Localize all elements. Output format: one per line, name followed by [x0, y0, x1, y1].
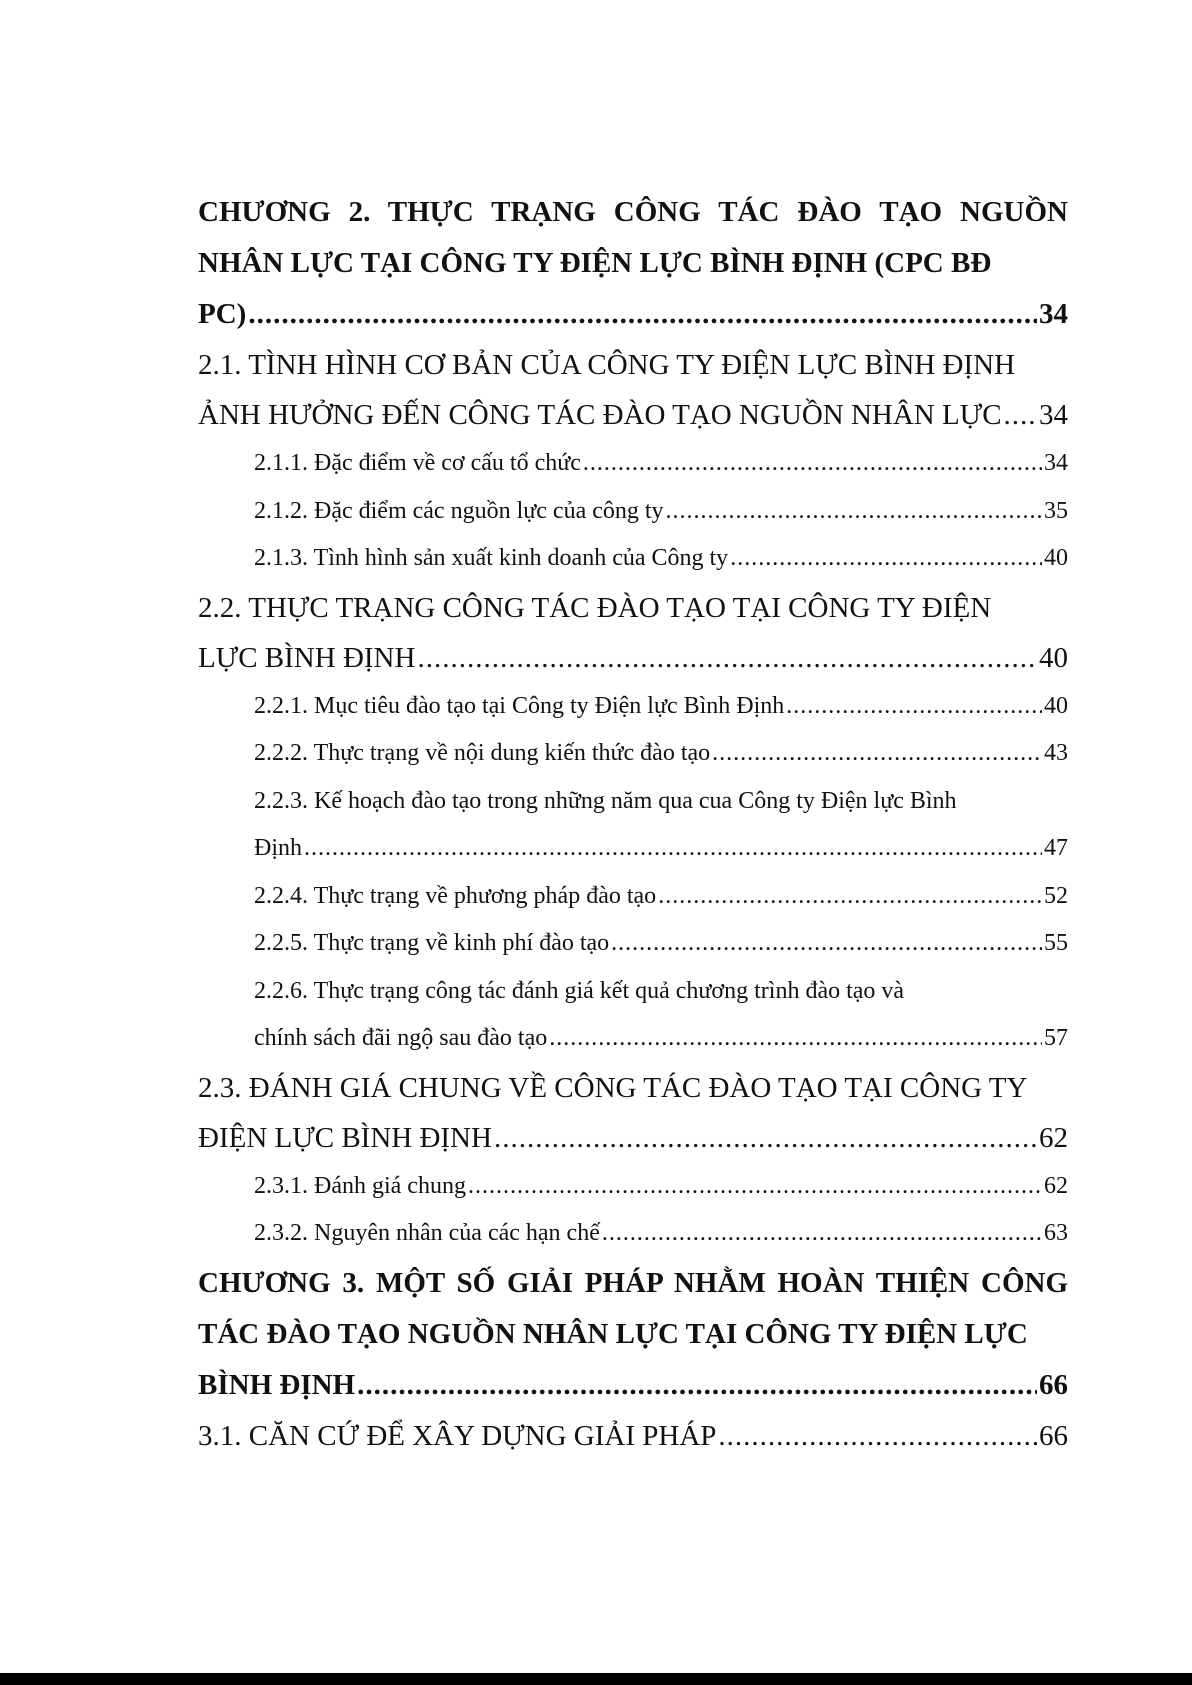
toc-entry-2-2-4[interactable] — [198, 873, 1068, 921]
dot-leader — [248, 289, 1037, 340]
dot-leader — [549, 1015, 1042, 1063]
dot-leader — [583, 440, 1042, 488]
toc-page-number: 34 — [1039, 298, 1068, 330]
toc-entry-tail: LỰC BÌNH ĐỊNH — [198, 641, 416, 674]
toc-entry-tail: 2.3.2. Nguyên nhân của các hạn chế — [254, 1220, 600, 1246]
toc-entry-tail: Định — [254, 835, 302, 861]
dot-leader — [357, 1360, 1037, 1411]
toc-page-number: 52 — [1044, 882, 1068, 909]
toc-entry-2-1-1[interactable] — [198, 440, 1068, 488]
toc-entry-tail: PC) — [198, 298, 247, 330]
toc-page-number: 34 — [1039, 399, 1068, 431]
toc-page-number: 34 — [1044, 450, 1068, 476]
toc-entry-tail: 2.1.2. Đặc điểm các nguồn lực của công ty — [254, 497, 664, 524]
toc-page-number: 35 — [1044, 497, 1068, 524]
toc-page-number: 62 — [1044, 1172, 1068, 1199]
toc-entry-tail: ĐIỆN LỰC BÌNH ĐỊNH — [198, 1121, 492, 1154]
dot-leader — [730, 535, 1042, 583]
toc-entry-3-1[interactable] — [198, 1411, 1068, 1461]
toc-entry-text: 2.2.6. Thực trạng công tác đánh giá kết quả chương trình đào tạo và — [254, 977, 905, 1004]
toc-entry-2-3-2[interactable] — [198, 1210, 1068, 1258]
toc-page-number: 40 — [1044, 692, 1068, 719]
toc-entry-tail: 3.1. CĂN CỨ ĐỂ XÂY DỰNG GIẢI PHÁP — [198, 1419, 717, 1452]
dot-leader — [1004, 390, 1037, 440]
dot-leader — [494, 1113, 1037, 1163]
toc-entry-chapter-3[interactable] — [198, 1258, 1068, 1411]
toc-entry-tail: 2.1.1. Đặc điểm về cơ cấu tổ chức — [254, 450, 581, 476]
toc-entry-2-3[interactable] — [198, 1063, 1068, 1163]
dot-leader — [786, 683, 1042, 731]
toc-entry-2-2[interactable] — [198, 583, 1068, 683]
dot-leader — [417, 633, 1037, 683]
toc-page-number: 66 — [1039, 1368, 1068, 1401]
toc-entry-2-2-3[interactable] — [198, 778, 1068, 873]
toc-page-number: 40 — [1044, 545, 1068, 571]
toc-entry-text: CHƯƠNG 3. MỘT SỐ GIẢI PHÁP NHẰM HOÀN THIỆN CÔNG TÁC ĐÀO TẠO NGUỒN NHÂN LỰC TẠI CÔNG TY ĐIỆN LỰC — [198, 1266, 1068, 1350]
toc-entry-2-1-2[interactable] — [198, 488, 1068, 536]
toc-entry-2-3-1[interactable] — [198, 1163, 1068, 1211]
toc-entry-2-1[interactable] — [198, 340, 1068, 440]
toc-entry-text: CHƯƠNG 2. THỰC TRẠNG CÔNG TÁC ĐÀO TẠO NGUỒN NHÂN LỰC TẠI CÔNG TY ĐIỆN LỰC BÌNH ĐỊNH (CPC BĐ — [198, 196, 1068, 279]
toc-entry-2-2-5[interactable] — [198, 920, 1068, 968]
toc-entry-2-2-6[interactable] — [198, 968, 1068, 1063]
scan-bottom-edge — [0, 1673, 1192, 1685]
toc-page-number: 57 — [1044, 1025, 1068, 1051]
dot-leader — [666, 488, 1042, 536]
dot-leader — [602, 1210, 1042, 1258]
toc-entry-text: 2.2. THỰC TRẠNG CÔNG TÁC ĐÀO TẠO TẠI CÔNG TY ĐIỆN — [198, 591, 992, 624]
toc-entry-tail: chính sách đãi ngộ sau đào tạo — [254, 1025, 548, 1051]
toc-entry-text: 2.3. ĐÁNH GIÁ CHUNG VỀ CÔNG TÁC ĐÀO TẠO TẠI CÔNG TY — [198, 1071, 1028, 1104]
toc-entry-text: 2.2.3. Kế hoạch đào tạo trong những năm qua cua Công ty Điện lực Bình — [254, 787, 957, 814]
toc-entry-text: 2.1. TÌNH HÌNH CƠ BẢN CỦA CÔNG TY ĐIỆN LỰC BÌNH ĐỊNH — [198, 349, 1016, 381]
toc-page-number: 40 — [1039, 641, 1068, 674]
toc-page-number: 55 — [1044, 930, 1068, 956]
dot-leader — [468, 1163, 1042, 1211]
toc-entry-tail: ẢNH HƯỞNG ĐẾN CÔNG TÁC ĐÀO TẠO NGUỒN NHÂN LỰC — [198, 399, 1002, 431]
toc-page-number: 47 — [1044, 835, 1068, 861]
toc-page-number: 43 — [1044, 740, 1068, 766]
toc-entry-tail: 2.2.4. Thực trạng về phương pháp đào tạo — [254, 882, 657, 909]
toc-page-number: 63 — [1044, 1220, 1068, 1246]
toc-entry-2-1-3[interactable] — [198, 535, 1068, 583]
toc-entry-tail: 2.2.2. Thực trạng về nội dung kiến thức đào tạo — [254, 740, 711, 766]
toc-page-number: 62 — [1039, 1121, 1068, 1154]
table-of-contents — [198, 187, 1068, 1461]
dot-leader — [304, 825, 1042, 873]
dot-leader — [611, 920, 1042, 968]
toc-entry-tail: 2.2.5. Thực trạng về kinh phí đào tạo — [254, 930, 610, 956]
toc-entry-tail: BÌNH ĐỊNH — [198, 1368, 356, 1401]
toc-entry-chapter-2[interactable] — [198, 187, 1068, 340]
toc-entry-2-2-1[interactable] — [198, 683, 1068, 731]
dot-leader — [658, 873, 1042, 921]
dot-leader — [712, 730, 1042, 778]
toc-entry-tail: 2.2.1. Mục tiêu đào tạo tại Công ty Điện lực Bình Định — [254, 692, 785, 719]
toc-entry-tail: 2.3.1. Đánh giá chung — [254, 1172, 466, 1199]
toc-entry-2-2-2[interactable] — [198, 730, 1068, 778]
dot-leader — [718, 1411, 1037, 1461]
toc-entry-tail: 2.1.3. Tình hình sản xuất kinh doanh của Công ty — [254, 545, 729, 571]
toc-page-number: 66 — [1039, 1419, 1068, 1452]
